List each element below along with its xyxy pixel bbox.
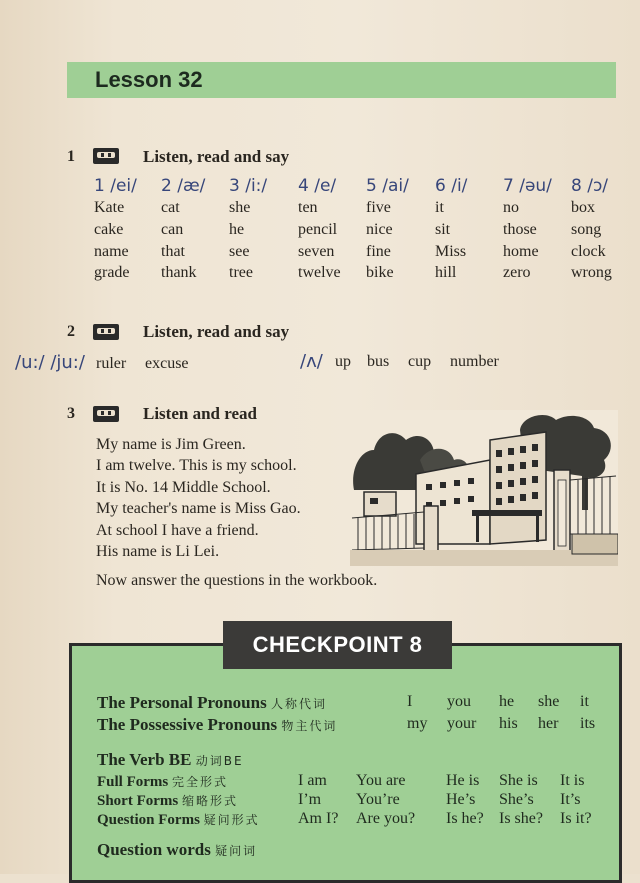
phonics-word: Miss	[435, 243, 467, 260]
phonetic-header: 8 /ɔ/	[571, 176, 609, 196]
question-words-text: Question words	[97, 840, 211, 859]
phonics-word: clock	[571, 243, 606, 260]
checkpoint-full-value: He is	[446, 772, 480, 789]
phonics-word: fine	[366, 243, 391, 260]
reading-line: His name is Li Lei.	[96, 543, 220, 560]
phonetic-header: 7 /əu/	[503, 176, 552, 196]
reading-line: My name is Jim Green.	[96, 436, 246, 453]
phonics-word: can	[161, 221, 184, 238]
phonics-word: cake	[94, 221, 124, 238]
checkpoint-possessive-value: your	[447, 715, 477, 732]
checkpoint-question-value: Are you?	[356, 810, 416, 827]
full-forms-text: Full Forms	[97, 774, 169, 790]
possessive-pronouns-cn: 物主代词	[281, 719, 338, 733]
phonics-word: hill	[435, 264, 457, 281]
short-forms-label	[97, 792, 238, 810]
phonetic-header: 5 /ai/	[366, 176, 409, 196]
word-excuse: excuse	[145, 355, 189, 372]
checkpoint-possessive-value: my	[407, 715, 428, 732]
phonetic-header: 1 /ei/	[94, 176, 137, 196]
short-forms-cn: 缩略形式	[182, 794, 239, 808]
phonics-word: bike	[366, 264, 394, 281]
word-ruler: ruler	[96, 355, 127, 372]
checkpoint-personal-value: it	[580, 693, 589, 710]
cassette-icon	[93, 406, 119, 422]
phonics-word: name	[94, 243, 129, 260]
phonics-word: ten	[298, 199, 318, 216]
question-forms-cn: 疑问形式	[203, 813, 260, 827]
checkpoint-question-value: Am I?	[298, 810, 339, 827]
checkpoint-full-value: I am	[298, 772, 327, 789]
reading-line: It is No. 14 Middle School.	[96, 479, 271, 496]
phonics-word: wrong	[571, 264, 612, 281]
personal-pronouns-label	[97, 693, 327, 713]
section-1-title: Listen, read and say	[143, 147, 290, 166]
full-forms-label	[97, 773, 228, 791]
phonics-word: seven	[298, 243, 335, 260]
phonics-word: twelve	[298, 264, 341, 281]
phonetic-header: 4 /e/	[298, 176, 337, 196]
phonics-word: that	[161, 243, 185, 260]
section-1-number: 1	[67, 148, 75, 165]
phonics-word: tree	[229, 264, 253, 281]
handwritten-phonetic-uh: /ʌ/	[300, 351, 323, 372]
checkpoint-full-value: It is	[560, 772, 585, 789]
phonics-word: sit	[435, 221, 451, 238]
checkpoint-short-value: He’s	[446, 791, 476, 808]
phonics-word: cat	[161, 199, 180, 216]
full-forms-cn: 完全形式	[172, 775, 229, 789]
personal-pronouns-text: The Personal Pronouns	[97, 693, 267, 712]
phonics-word: nice	[366, 221, 393, 238]
checkpoint-possessive-value: his	[499, 715, 518, 732]
reading-line: At school I have a friend.	[96, 522, 259, 539]
checkpoint-personal-value: I	[407, 693, 413, 710]
reading-instruction: Now answer the questions in the workbook.	[96, 572, 378, 589]
phonics-word: those	[503, 221, 537, 238]
phonics-word: grade	[94, 264, 130, 281]
phonics-word: zero	[503, 264, 531, 281]
word-number: number	[450, 353, 499, 370]
handwritten-phonetic-u: /u:/ /ju:/	[15, 352, 85, 373]
checkpoint-personal-value: he	[499, 693, 515, 710]
phonics-word: Kate	[94, 199, 125, 216]
phonics-word: pencil	[298, 221, 338, 238]
phonetic-header: 3 /i:/	[229, 176, 268, 196]
verb-be-label	[97, 750, 244, 770]
checkpoint-question-value: Is he?	[446, 810, 484, 827]
checkpoint-full-value: She is	[499, 772, 538, 789]
reading-line: I am twelve. This is my school.	[96, 457, 297, 474]
checkpoint-question-value: Is she?	[499, 810, 543, 827]
question-forms-text: Question Forms	[97, 812, 200, 828]
phonics-word: song	[571, 221, 602, 238]
phonics-word: thank	[161, 264, 197, 281]
checkpoint-personal-value: she	[538, 693, 560, 710]
checkpoint-possessive-value: her	[538, 715, 559, 732]
phonics-word: it	[435, 199, 444, 216]
lesson-title: Lesson 32	[95, 67, 203, 92]
checkpoint-short-value: I’m	[298, 791, 322, 808]
possessive-pronouns-label	[97, 715, 337, 735]
checkpoint-full-value: You are	[356, 772, 406, 789]
checkpoint-question-value: Is it?	[560, 810, 592, 827]
question-forms-label	[97, 811, 260, 829]
question-words-cn: 疑问词	[215, 844, 258, 858]
phonics-word: see	[229, 243, 250, 260]
checkpoint-short-value: She’s	[499, 791, 534, 808]
phonics-word: he	[229, 221, 245, 238]
phonics-word: home	[503, 243, 539, 260]
personal-pronouns-cn: 人称代词	[270, 697, 327, 711]
phonetic-header: 2 /æ/	[161, 176, 206, 196]
word-cup: cup	[408, 353, 432, 370]
word-bus: bus	[367, 353, 390, 370]
verb-be-cn: 动词BE	[195, 754, 244, 768]
school-illustration	[350, 410, 618, 566]
section-2-number: 2	[67, 323, 75, 340]
checkpoint-personal-value: you	[447, 693, 471, 710]
checkpoint-short-value: You’re	[356, 791, 400, 808]
phonics-word: box	[571, 199, 595, 216]
phonetic-header: 6 /i/	[435, 176, 468, 196]
checkpoint-possessive-value: its	[580, 715, 596, 732]
cassette-icon	[93, 148, 119, 164]
possessive-pronouns-text: The Possessive Pronouns	[97, 715, 278, 734]
checkpoint-banner: CHECKPOINT 8	[223, 621, 452, 669]
cassette-icon	[93, 324, 119, 340]
checkpoint-short-value: It’s	[560, 791, 581, 808]
section-3-number: 3	[67, 405, 75, 422]
word-up: up	[335, 353, 351, 370]
section-3-title: Listen and read	[143, 404, 257, 423]
reading-line: My teacher's name is Miss Gao.	[96, 500, 301, 517]
phonics-word: she	[229, 199, 251, 216]
section-2-title: Listen, read and say	[143, 322, 290, 341]
question-words-label	[97, 840, 257, 860]
short-forms-text: Short Forms	[97, 793, 179, 809]
phonics-word: five	[366, 199, 391, 216]
verb-be-text: The Verb BE	[97, 750, 192, 769]
phonics-word: no	[503, 199, 519, 216]
